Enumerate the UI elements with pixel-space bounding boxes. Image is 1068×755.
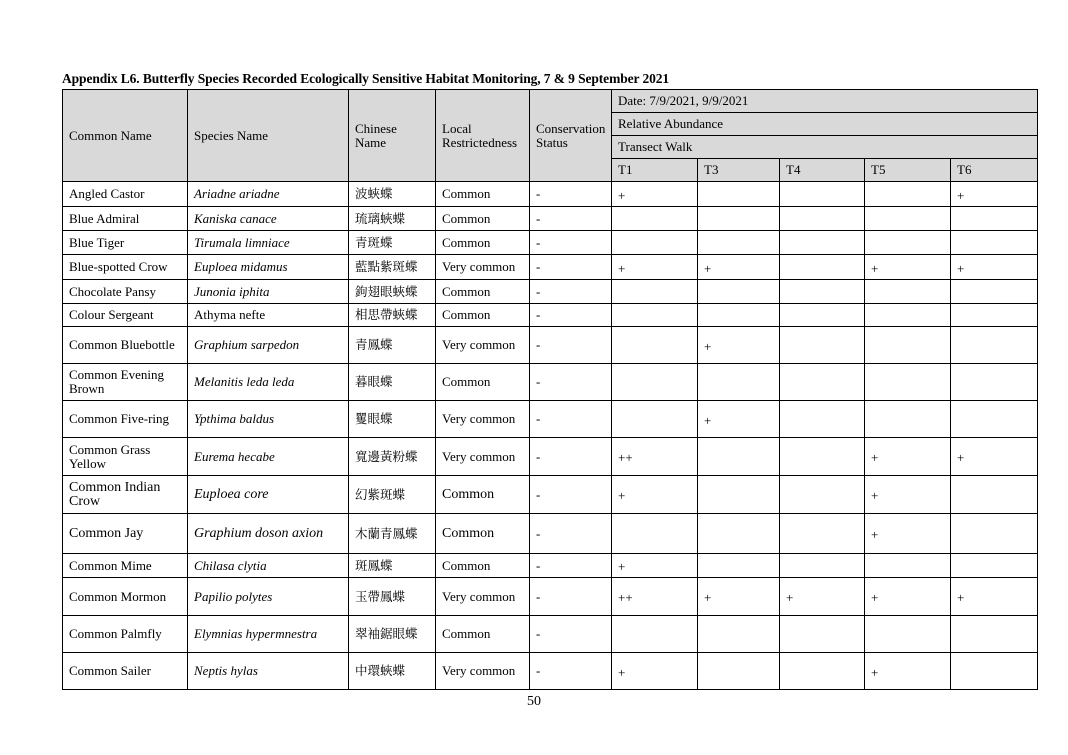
species-name-cell: Melanitis leda leda (188, 364, 349, 401)
species-name-cell: Eurema hecabe (188, 438, 349, 476)
abundance-cell (612, 231, 698, 255)
abundance-cell (865, 327, 951, 364)
table-row (63, 327, 1038, 364)
chinese-name-cell: 波蛺蝶 (349, 182, 436, 207)
common-name-cell: Blue-spotted Crow (63, 255, 188, 280)
header-common-name: Common Name (63, 90, 188, 182)
abundance-cell: + (865, 514, 951, 554)
abundance-cell (612, 514, 698, 554)
local-restrictedness-cell: Very common (436, 653, 530, 690)
abundance-cell (951, 554, 1038, 578)
table-row (63, 476, 1038, 514)
header-species-name: Species Name (188, 90, 349, 182)
abundance-cell (612, 327, 698, 364)
abundance-cell (865, 231, 951, 255)
abundance-cell (780, 304, 865, 327)
abundance-cell (780, 364, 865, 401)
header-date: Date: 7/9/2021, 9/9/2021 (612, 90, 1038, 113)
chinese-name-cell: 暮眼蝶 (349, 364, 436, 401)
common-name-cell: Common Palmfly (63, 616, 188, 653)
abundance-cell: + (780, 578, 865, 616)
local-restrictedness-cell: Very common (436, 327, 530, 364)
header-transect: T5 (865, 159, 951, 182)
abundance-cell: + (612, 255, 698, 280)
common-name-cell: Common Mime (63, 554, 188, 578)
abundance-cell (698, 653, 780, 690)
local-restrictedness-cell: Very common (436, 255, 530, 280)
conservation-status-cell: - (530, 231, 612, 255)
local-restrictedness-cell: Very common (436, 401, 530, 438)
chinese-name-cell: 寬邊黃粉蝶 (349, 438, 436, 476)
abundance-cell (780, 207, 865, 231)
local-restrictedness-cell: Common (436, 280, 530, 304)
chinese-name-cell: 琉璃蛺蝶 (349, 207, 436, 231)
local-restrictedness-cell: Very common (436, 578, 530, 616)
header-transect: T6 (951, 159, 1038, 182)
conservation-status-cell: - (530, 616, 612, 653)
conservation-status-cell: - (530, 438, 612, 476)
table-row (63, 255, 1038, 280)
table-row (63, 364, 1038, 401)
table-row (63, 438, 1038, 476)
abundance-cell (612, 616, 698, 653)
abundance-cell (698, 364, 780, 401)
chinese-name-cell: 青斑蝶 (349, 231, 436, 255)
species-name-cell: Chilasa clytia (188, 554, 349, 578)
header-relative-abundance: Relative Abundance (612, 113, 1038, 136)
table-row (63, 554, 1038, 578)
species-name-cell: Papilio polytes (188, 578, 349, 616)
chinese-name-cell: 斑鳳蝶 (349, 554, 436, 578)
species-name-cell: Kaniska canace (188, 207, 349, 231)
chinese-name-cell: 相思帶蛺蝶 (349, 304, 436, 327)
common-name-cell: Common Grass Yellow (63, 438, 188, 476)
conservation-status-cell: - (530, 364, 612, 401)
abundance-cell: + (698, 401, 780, 438)
abundance-cell (780, 231, 865, 255)
chinese-name-cell: 矍眼蝶 (349, 401, 436, 438)
abundance-cell (951, 476, 1038, 514)
abundance-cell (698, 514, 780, 554)
abundance-cell (780, 280, 865, 304)
species-name-cell: Tirumala limniace (188, 231, 349, 255)
abundance-cell (865, 616, 951, 653)
species-name-cell: Ariadne ariadne (188, 182, 349, 207)
abundance-cell (780, 182, 865, 207)
species-name-cell: Euploea midamus (188, 255, 349, 280)
table-row (63, 231, 1038, 255)
local-restrictedness-cell: Common (436, 304, 530, 327)
common-name-cell: Common Bluebottle (63, 327, 188, 364)
abundance-cell: + (951, 182, 1038, 207)
common-name-cell: Blue Admiral (63, 207, 188, 231)
common-name-cell: Angled Castor (63, 182, 188, 207)
local-restrictedness-cell: Common (436, 554, 530, 578)
abundance-cell: + (865, 438, 951, 476)
abundance-cell (951, 653, 1038, 690)
abundance-cell (951, 280, 1038, 304)
common-name-cell: Common Indian Crow (63, 476, 188, 514)
table-caption: Appendix L6. Butterfly Species Recorded Ecologically Sensitive Habitat Monitoring, 7 & 9 September 2021 (62, 71, 670, 86)
abundance-cell (780, 476, 865, 514)
abundance-cell (612, 207, 698, 231)
abundance-cell: + (612, 653, 698, 690)
table-row (63, 304, 1038, 327)
conservation-status-cell: - (530, 653, 612, 690)
abundance-cell (612, 401, 698, 438)
abundance-cell (951, 364, 1038, 401)
conservation-status-cell: - (530, 255, 612, 280)
conservation-status-cell: - (530, 401, 612, 438)
header-transect-walk: Transect Walk (612, 136, 1038, 159)
abundance-cell (780, 616, 865, 653)
table-row (63, 578, 1038, 616)
abundance-cell (951, 401, 1038, 438)
chinese-name-cell: 幻紫斑蝶 (349, 476, 436, 514)
local-restrictedness-cell: Common (436, 476, 530, 514)
abundance-cell: + (865, 255, 951, 280)
abundance-cell: + (865, 578, 951, 616)
common-name-cell: Chocolate Pansy (63, 280, 188, 304)
abundance-cell: + (865, 476, 951, 514)
abundance-cell (865, 554, 951, 578)
conservation-status-cell: - (530, 327, 612, 364)
local-restrictedness-cell: Common (436, 207, 530, 231)
conservation-status-cell: - (530, 578, 612, 616)
table-row (63, 207, 1038, 231)
abundance-cell (698, 616, 780, 653)
abundance-cell (698, 280, 780, 304)
abundance-cell (951, 231, 1038, 255)
local-restrictedness-cell: Common (436, 231, 530, 255)
abundance-cell (612, 364, 698, 401)
species-name-cell: Elymnias hypermnestra (188, 616, 349, 653)
common-name-cell: Colour Sergeant (63, 304, 188, 327)
common-name-cell: Common Evening Brown (63, 364, 188, 401)
abundance-cell (951, 616, 1038, 653)
abundance-cell (780, 514, 865, 554)
chinese-name-cell: 中環蛺蝶 (349, 653, 436, 690)
abundance-cell: + (698, 578, 780, 616)
header-transect: T1 (612, 159, 698, 182)
header-local-restrictedness: Local Restrictedness (436, 90, 530, 182)
table-row (63, 616, 1038, 653)
common-name-cell: Common Sailer (63, 653, 188, 690)
species-name-cell: Neptis hylas (188, 653, 349, 690)
conservation-status-cell: - (530, 304, 612, 327)
common-name-cell: Blue Tiger (63, 231, 188, 255)
conservation-status-cell: - (530, 554, 612, 578)
abundance-cell (612, 280, 698, 304)
header-transect: T4 (780, 159, 865, 182)
abundance-cell (612, 304, 698, 327)
abundance-cell (780, 653, 865, 690)
header-transect: T3 (698, 159, 780, 182)
abundance-cell: + (865, 653, 951, 690)
species-name-cell: Athyma nefte (188, 304, 349, 327)
local-restrictedness-cell: Common (436, 364, 530, 401)
abundance-cell: + (951, 578, 1038, 616)
chinese-name-cell: 翠袖鋸眼蝶 (349, 616, 436, 653)
chinese-name-cell: 青鳳蝶 (349, 327, 436, 364)
conservation-status-cell: - (530, 280, 612, 304)
header-chinese-name: Chinese Name (349, 90, 436, 182)
common-name-cell: Common Five-ring (63, 401, 188, 438)
abundance-cell: + (698, 327, 780, 364)
butterfly-species-table (62, 89, 1038, 690)
chinese-name-cell: 鉤翅眼蛺蝶 (349, 280, 436, 304)
conservation-status-cell: - (530, 182, 612, 207)
local-restrictedness-cell: Common (436, 182, 530, 207)
header-conservation-status: Conservation Status (530, 90, 612, 182)
common-name-cell: Common Mormon (63, 578, 188, 616)
table-row (63, 401, 1038, 438)
local-restrictedness-cell: Very common (436, 438, 530, 476)
abundance-cell (698, 554, 780, 578)
abundance-cell (698, 207, 780, 231)
abundance-cell (865, 401, 951, 438)
table-row (63, 514, 1038, 554)
abundance-cell: ++ (612, 578, 698, 616)
table-row (63, 653, 1038, 690)
abundance-cell (780, 255, 865, 280)
abundance-cell: + (612, 476, 698, 514)
table-row (63, 182, 1038, 207)
table-row (63, 280, 1038, 304)
abundance-cell (865, 304, 951, 327)
chinese-name-cell: 藍點紫斑蝶 (349, 255, 436, 280)
species-name-cell: Euploea core (188, 476, 349, 514)
abundance-cell: + (951, 438, 1038, 476)
abundance-cell (865, 182, 951, 207)
local-restrictedness-cell: Common (436, 616, 530, 653)
conservation-status-cell: - (530, 207, 612, 231)
abundance-cell (780, 401, 865, 438)
abundance-cell (780, 327, 865, 364)
page-number: 50 (527, 694, 541, 709)
abundance-cell (865, 207, 951, 231)
abundance-cell (865, 280, 951, 304)
abundance-cell: ++ (612, 438, 698, 476)
abundance-cell (698, 438, 780, 476)
abundance-cell (698, 476, 780, 514)
species-name-cell: Junonia iphita (188, 280, 349, 304)
chinese-name-cell: 木蘭青鳳蝶 (349, 514, 436, 554)
abundance-cell (698, 231, 780, 255)
common-name-cell: Common Jay (63, 514, 188, 554)
abundance-cell (780, 554, 865, 578)
conservation-status-cell: - (530, 514, 612, 554)
conservation-status-cell: - (530, 476, 612, 514)
abundance-cell (780, 438, 865, 476)
abundance-cell: + (698, 255, 780, 280)
abundance-cell (865, 364, 951, 401)
abundance-cell: + (612, 554, 698, 578)
abundance-cell: + (612, 182, 698, 207)
abundance-cell (698, 304, 780, 327)
species-name-cell: Graphium sarpedon (188, 327, 349, 364)
abundance-cell (951, 327, 1038, 364)
abundance-cell (951, 207, 1038, 231)
abundance-cell (698, 182, 780, 207)
species-name-cell: Graphium doson axion (188, 514, 349, 554)
species-name-cell: Ypthima baldus (188, 401, 349, 438)
chinese-name-cell: 玉帶鳳蝶 (349, 578, 436, 616)
abundance-cell: + (951, 255, 1038, 280)
abundance-cell (951, 514, 1038, 554)
local-restrictedness-cell: Common (436, 514, 530, 554)
abundance-cell (951, 304, 1038, 327)
